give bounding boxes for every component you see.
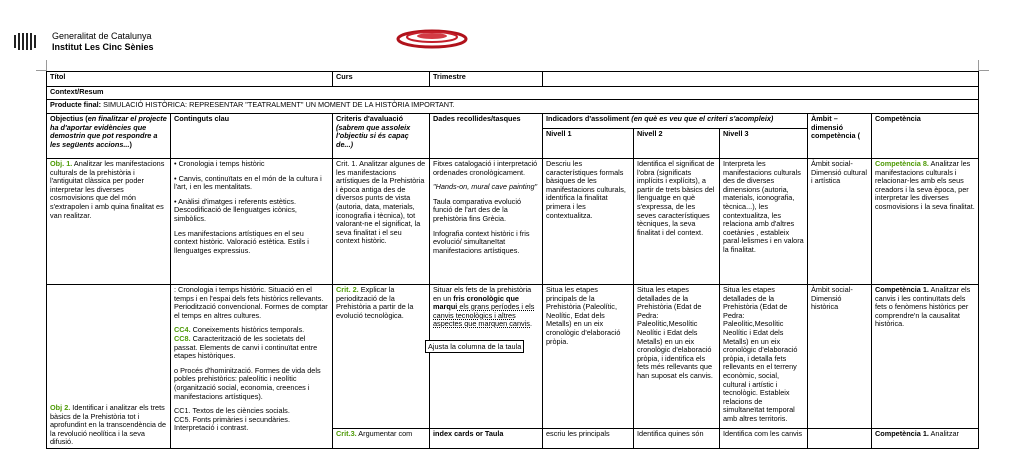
header-indicadors-b: (en què es veu que el criteri s'acompleix) [629,114,774,123]
cell-dades-3[interactable]: index cards or Taula [430,429,543,449]
comp-8-label: Competència 8. [875,159,929,168]
header-ambit[interactable]: Àmbit – dimensió competència ( [808,114,872,159]
cell-nivell3-2[interactable]: Situa les etapes detallades de la Prehistòria (Edat de Pedra: Paleolític,Mesolític Neolític i Edat dels Metalls) en un eix cronològic d'elaboració pròpia, i detalla fets rellevants en el terreny econòmic, social, cultural i artístic i tecnològic. Estableix relacions de simultaneïtat temporal amb altres territoris. [720,285,808,429]
cell-criteri-1[interactable]: Crit. 1. Analitzar algunes de les manifestacions artístiques de la Prehistòria i època antiga des de diversos punts de vista (autoria, data, materials, iconografia i tècnica), tot valorant-ne el significat, la seva finalitat i el seu context històric. [333,159,430,285]
column-resize-tooltip: Ajusta la columna de la taula [425,340,524,353]
header-indicadors[interactable] [543,114,808,129]
crit-2-label: Crit. 2. [336,285,359,294]
cell-competencia-3[interactable] [872,429,979,449]
header-nivell-1[interactable]: Nivell 1 [543,129,634,159]
margin-mark-left [36,60,47,71]
cell-dades-1[interactable] [430,159,543,285]
cell-nivell2-2[interactable]: Situa les etapes detallades de la Prehistòria (Edat de Pedra: Paleolític,Mesolític Neolític i Edat dels Metalls) en un eix cronològic d'elaboració pròpia, i identifica els fets més rellevants que han suposat els canvis. [634,285,720,429]
cell-nivell1-2[interactable]: Situa les etapes principals de la Prehistòria (Paleolític, Neolític, Edat dels Metalls) en un eix cronològic d'elaboració pròpia. [543,285,634,429]
cell-trimestre[interactable]: Trimestre [430,72,543,87]
header-indicadors-a: Indicadors d'assoliment [546,114,630,123]
cell-nivell3-3[interactable]: Identifica com les canvis [720,429,808,449]
cell-ambit-3[interactable] [808,429,872,449]
comp-1-label: Competència 1. [875,285,929,294]
cell-nivell3-1[interactable]: Interpreta les manifestacions culturals des de diverses dimensions (autoria, materials, iconografia, tècnica...), les contextualitza, les relaciona amb d'altres coetànies , estableix paral·lelismes i en valora la finalitat. [720,159,808,285]
cell-continguts-1[interactable] [171,159,333,285]
cell-empty[interactable] [543,72,979,87]
header-criteris-a: Criteris d'avaluació [336,114,404,123]
contingut-1b: • Canvis, continuïtats en el món de la cultura i l'art, i en les mentalitats. [174,173,322,192]
header-dades[interactable]: Dades recollides/tasques [430,114,543,159]
cell-nivell2-3[interactable]: Identifica quines són [634,429,720,449]
row-objective-2 [47,285,979,429]
cell-nivell2-1[interactable]: Identifica el significat de l'obra (significats implícits i explícits), a partir de trets bàsics del llenguatge en què s'expressa, de les seves característiques tècniques, la seva finalitat i del context. [634,159,720,285]
margin-mark-right [978,60,989,71]
contingut-2d: o Procés d'hominització. Formes de vida dels pobles prehistòrics: paleolític i neolític (organització social, economia, creences i manifestacions artístiques). [174,365,321,401]
header-criteris[interactable] [333,114,430,159]
row-context [47,87,979,100]
obj-1-text: Analitzar les manifestacions culturals de la prehistòria i l'antiguitat clàssica per poder interpretar les diverses cosmovisions que del món s'extrapolen i amb quina finalitat es van realitzar. [50,159,165,220]
cell-titol[interactable]: Títol [47,72,333,87]
row-objective-1 [47,159,979,285]
school-name: Institut Les Cinc Sènies [52,42,154,52]
crit-2-text: Explicar la periodització de la Prehistòria a partir de la evolució tecnològica. [336,285,414,320]
cell-curs[interactable]: Curs [333,72,430,87]
cell-context[interactable]: Context/Resum [47,87,979,100]
header-continguts[interactable]: Continguts clau [171,114,333,159]
header-objectius-c: ) [129,139,132,149]
crit-3-label: Crit.3. [336,429,357,438]
generalitat-logo-icon [14,33,36,50]
dades-1c: Taula comparativa evolució funció de l'art des de la prehistòria fins Grècia. [433,196,522,223]
comp-1-text: Analitzar els canvis i les continuïtats dels fets o fenòmens històrics per comprendre'n la causalitat històrica. [875,285,971,329]
contingut-2a: : Cronologia i temps històric. Situació en el temps i en l'espai dels fets històrics rellevants. Periodització convencional. Formes de comptar el temps en altres cultures. [174,285,328,320]
cell-ambit-2[interactable]: Àmbit social- Dimensió històrica [808,285,872,429]
cell-ambit-1[interactable]: Àmbit social- Dimensió cultural i artística [808,159,872,285]
header-competencia[interactable]: Competència [872,114,979,159]
row-titol [47,72,979,87]
cell-nivell1-3[interactable]: escriu les principals [543,429,634,449]
org-name: Generalitat de Catalunya [52,31,152,41]
contingut-1a: • Cronologia i temps històric [174,159,265,168]
dades-1b: "Hands-on, mural cave painting" [433,182,538,192]
row-producte [47,100,979,114]
cell-competencia-2[interactable] [872,285,979,429]
cell-criteri-2[interactable] [333,285,430,429]
cc4-text: Coneixements històrics temporals. [190,325,305,335]
dades-2b: fris cronològic que marqui [433,293,519,312]
producte-text: SIMULACIÓ HISTÒRICA: REPRESENTAR "TEATRALMENT" UN MOMENT DE LA HISTÒRIA IMPORTANT. [101,100,455,109]
cc4-label: CC4. [174,325,191,335]
cell-continguts-2[interactable] [171,285,333,449]
header-objectius-a: Objectius ( [50,114,88,123]
cell-obj-2[interactable] [47,285,171,449]
contingut-1d: Les manifestacions artístiques en el seu context històric. Valoració estètica. Estils i llenguatges expressius. [174,228,309,255]
cc8-label: CC8. [174,333,191,343]
crit-3-text: Argumentar com [356,429,413,438]
cell-dades-2[interactable] [430,285,543,429]
contingut-2c [174,335,329,361]
cell-criteri-3[interactable] [333,429,430,449]
header-objectius-b: en finalitzar el projecte ha d'aportar evidències que demostrin que pot respondre a les següents accions... [50,114,167,149]
comp-8-text: Analitzar les manifestacions culturals i relacionar-les amb els seus creadors i la seva època, per interpretar les diverses cosmovisions i la seva finalitat. [875,159,975,211]
dades-2a: Situar els fets de la prehistòria en un [433,285,532,303]
page-header [0,0,1024,70]
row-col-headers [47,114,979,129]
cell-producte[interactable] [47,100,979,114]
obj-2-label: Obj 2. [50,403,71,413]
dades-2c: els grans períodes i els canvis tecnològics i altres aspectes que marquen canvis. [433,302,535,329]
obj-2-text: Identificar i analitzar els trets bàsics de la Prehistòria tot i aprofundint en la transcendència de la revolució neolítica i la seva difusió. [50,403,167,447]
header-objectius[interactable] [47,114,171,159]
contingut-2f: CC5. Fonts primàries i secundàries. Interpretació i contrast. [174,414,290,433]
dades-1a: Fitxes catalogació i interpretació ordenades cronològicament. [433,159,538,177]
dades-1d: Infografia context històric i fris evolució/ simultaneïtat manifestacions artístiques. [433,228,530,255]
cell-obj-1[interactable] [47,159,171,285]
contingut-2e: CC1. Textos de les ciències socials. [174,406,290,416]
header-nivell-3[interactable]: Nivell 3 [720,129,808,159]
comp-1b-label: Competència 1. [875,429,929,438]
cell-nivell1-1[interactable]: Descriu les característiques formals bàsiques de les manifestacions culturals, identifica la finalitat primera i les contextualitza. [543,159,634,285]
school-emblem-icon [396,28,468,50]
cell-competencia-1[interactable] [872,159,979,285]
cc8-text: Caracterització de les societats del passat. Elements de canvi i continuïtat entre etapes històriques. [174,333,318,361]
header-criteris-b: (sabrem que assoleix l'objectiu si és capaç de...) [336,122,411,149]
header-nivell-2[interactable]: Nivell 2 [634,129,720,159]
planning-table[interactable] [46,71,979,449]
obj-1-label: Obj. 1. [50,159,73,168]
comp-1b-text: Analitzar [928,429,959,438]
contingut-1c: • Anàlisi d'imatges i referents estètics. Descodificació de llenguatges icònics, simbòlics. [174,196,297,223]
producte-label: Producte final: [50,100,102,109]
